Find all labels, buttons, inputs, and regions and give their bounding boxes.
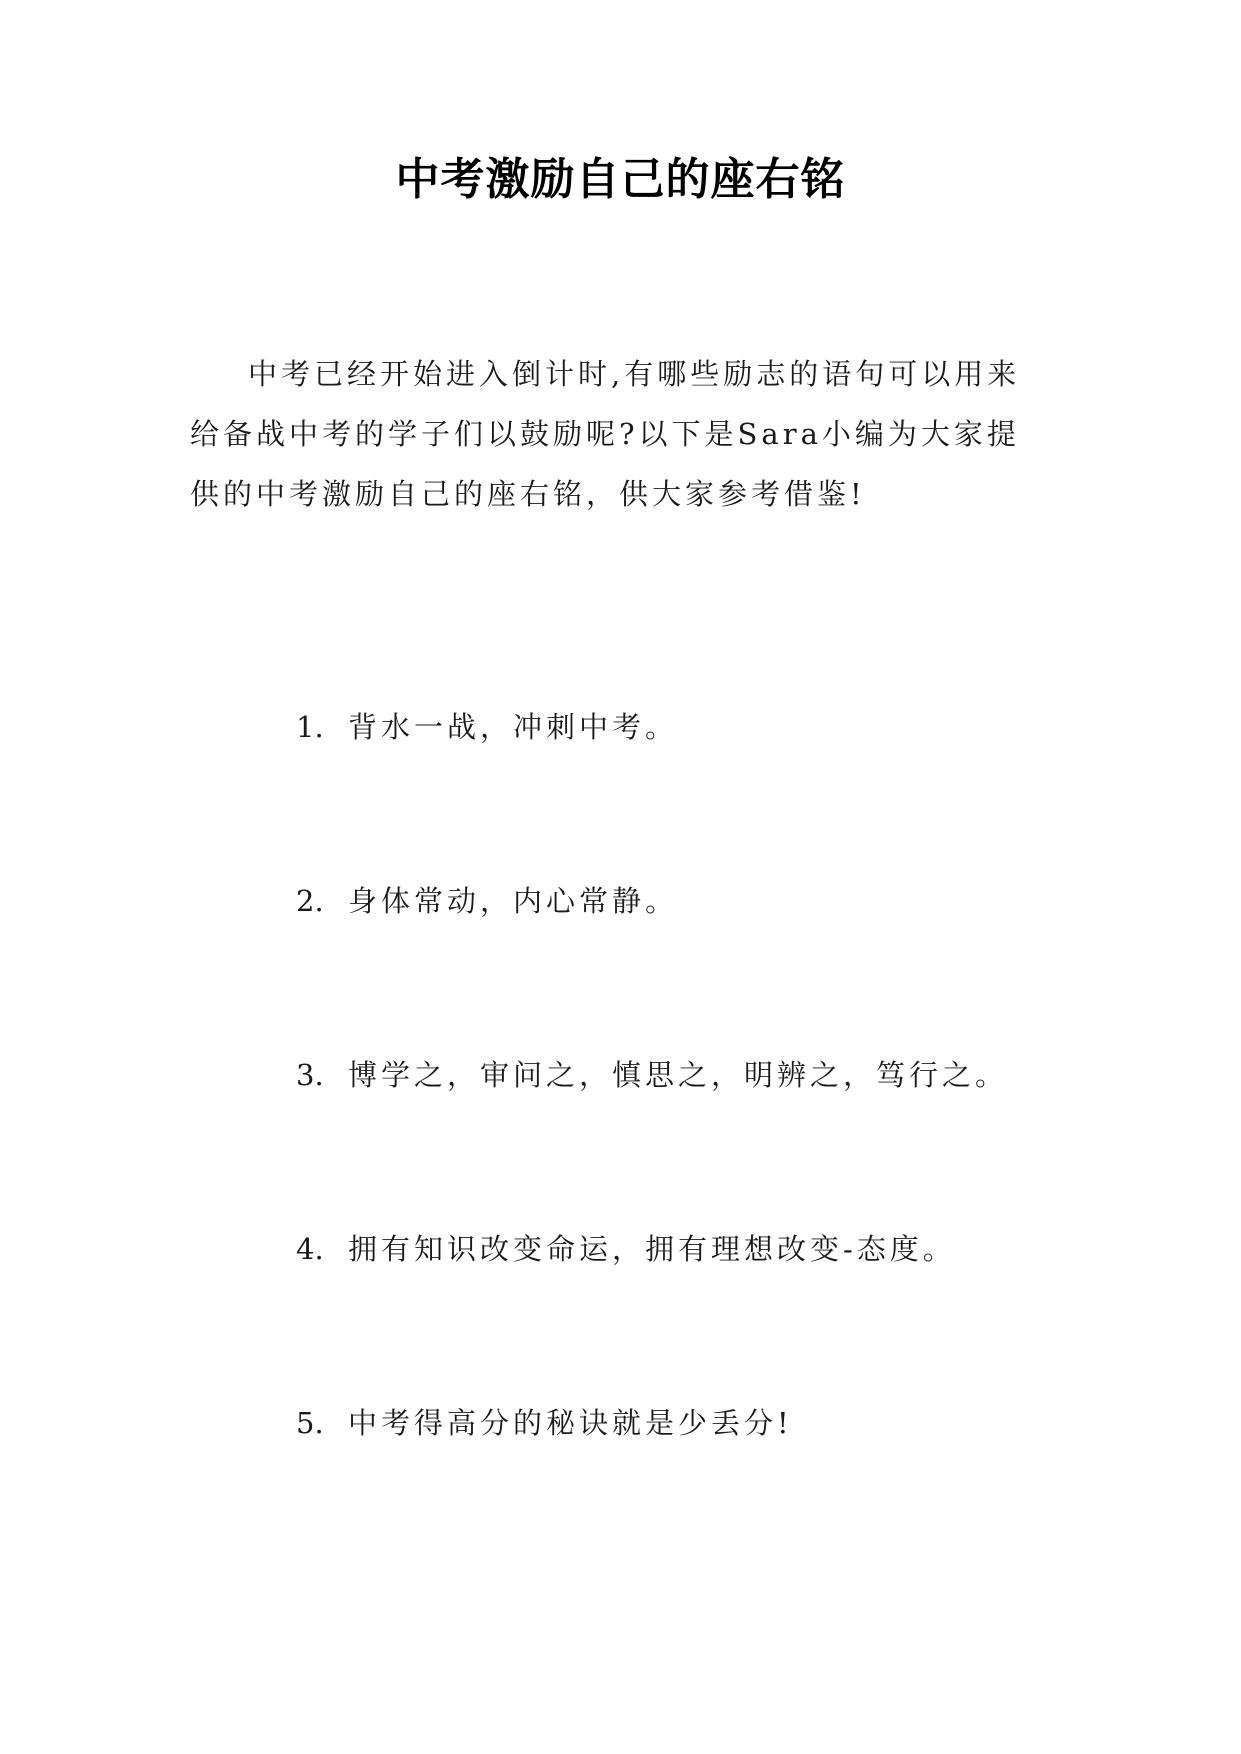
motto-item <box>296 707 1096 747</box>
motto-item <box>296 1055 1096 1095</box>
motto-item <box>296 1403 1096 1443</box>
motto-text: 中考得高分的秘诀就是少丢分! <box>348 1406 793 1440</box>
motto-number: 1. <box>296 710 324 744</box>
motto-item <box>296 881 1096 921</box>
motto-number: 5. <box>296 1406 324 1440</box>
motto-number: 4. <box>296 1232 324 1266</box>
intro-paragraph: 中考已经开始进入倒计时,有哪些励志的语句可以用来给备战中考的学子们以鼓励呢?以下是Sara小编为大家提供的中考激励自己的座右铭，供大家参考借鉴! <box>190 357 1021 511</box>
motto-item <box>296 1229 1096 1269</box>
page-title: 中考激励自己的座右铭 <box>395 154 846 205</box>
motto-text: 博学之，审问之，慎思之，明辨之，笃行之。 <box>348 1058 1009 1092</box>
motto-text: 拥有知识改变命运，拥有理想改变-态度。 <box>348 1232 956 1266</box>
motto-text: 身体常动，内心常静。 <box>348 884 679 918</box>
motto-number: 3. <box>296 1058 324 1092</box>
motto-number: 2. <box>296 884 324 918</box>
motto-text: 背水一战，冲刺中考。 <box>348 710 679 744</box>
